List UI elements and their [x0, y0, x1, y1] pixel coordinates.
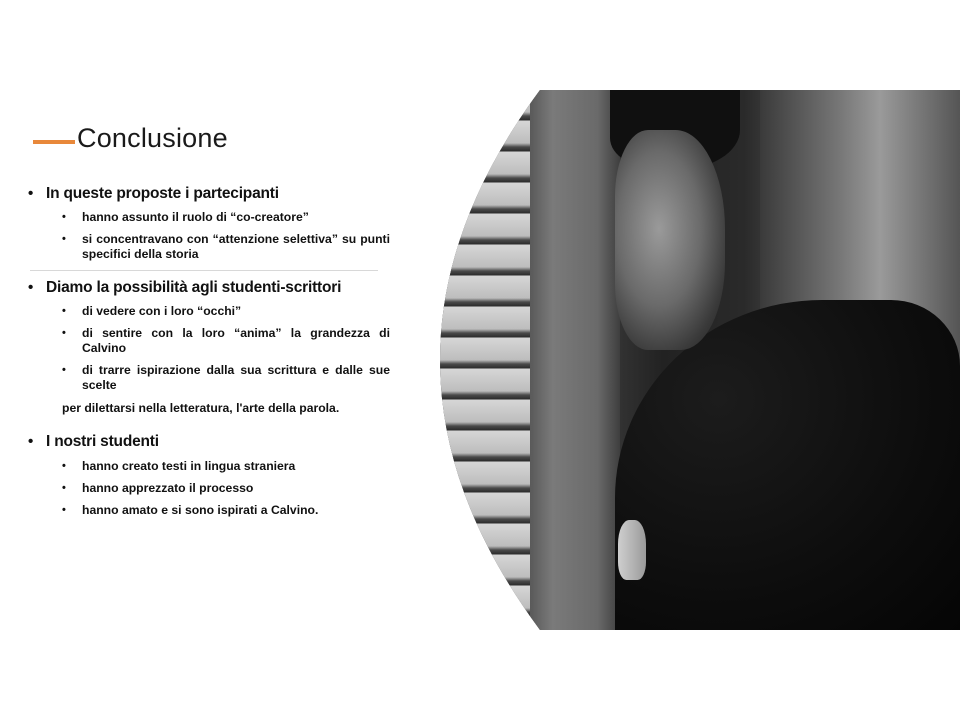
- section-note: per dilettarsi nella letteratura, l'arte della parola.: [62, 401, 340, 415]
- photo-shutter: [420, 90, 530, 630]
- list-item: • hanno amato e si sono ispirati a Calvino.: [82, 503, 390, 518]
- section-heading: • In queste proposte i partecipanti: [28, 184, 390, 204]
- list-item: • di vedere con i loro “occhi”: [82, 304, 390, 319]
- section-3: [28, 432, 390, 518]
- portrait-photo: [420, 90, 960, 630]
- title-row: [33, 123, 228, 154]
- title-accent-bar: [33, 140, 75, 144]
- divider: [30, 270, 378, 271]
- section-1: [28, 184, 390, 262]
- section-2: [28, 278, 390, 416]
- photo-figure-face: [615, 130, 725, 350]
- list-item: • di sentire con la loro “anima” la grandezza di Calvino: [82, 326, 390, 356]
- photo-door-frame: [530, 90, 620, 630]
- section-heading: • I nostri studenti: [28, 432, 390, 452]
- list-item: • hanno assunto il ruolo di “co-creatore”: [82, 210, 390, 225]
- slide-title: Conclusione: [77, 123, 228, 153]
- list-item: • si concentravano con “attenzione selettiva” su punti specifici della storia: [82, 232, 390, 262]
- list-item: • di trarre ispirazione dalla sua scrittura e dalle sue scelte: [82, 363, 390, 393]
- photo-figure-hand: [618, 520, 646, 580]
- section-heading: • Diamo la possibilità agli studenti-scrittori: [28, 278, 390, 298]
- list-item: • hanno apprezzato il processo: [82, 481, 390, 496]
- list-item: • hanno creato testi in lingua straniera: [82, 459, 390, 474]
